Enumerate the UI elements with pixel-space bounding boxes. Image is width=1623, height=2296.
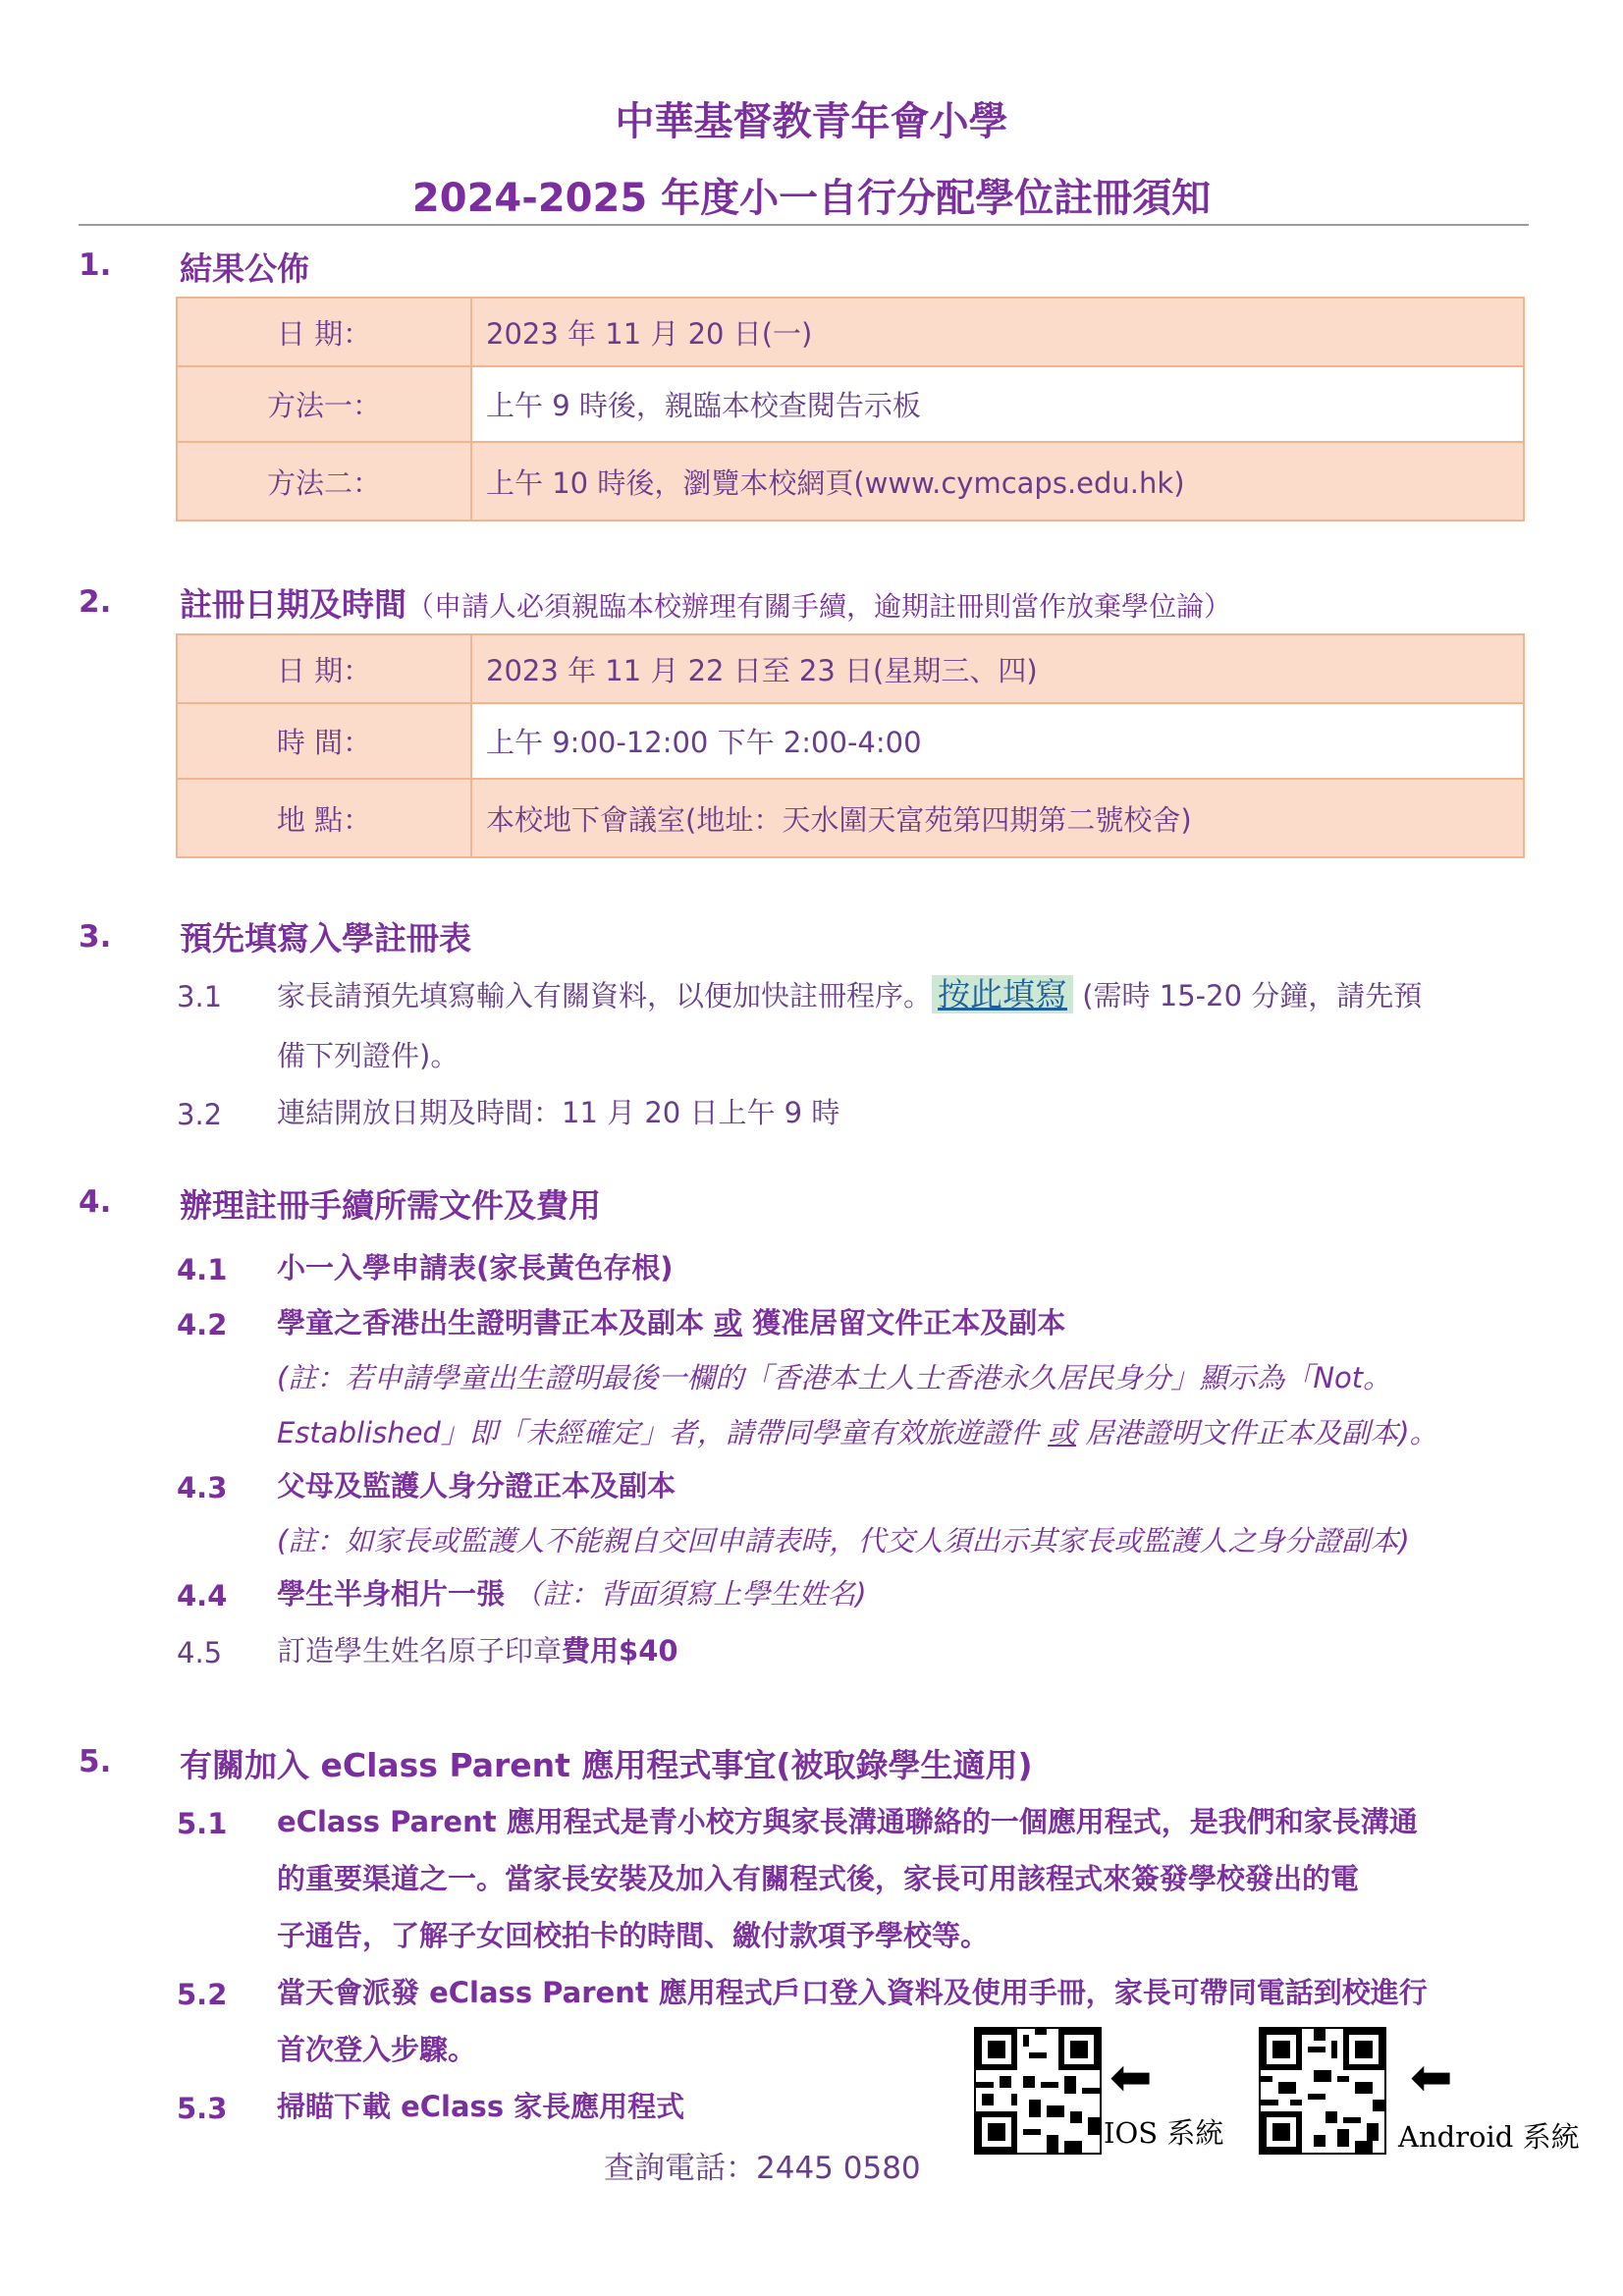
row-value: 上午 9 時後，親臨本校查閱告示板 <box>471 366 1524 442</box>
item-5-2-line-2: 首次登入步驟。 <box>277 2033 477 2066</box>
item-4-5-line <box>277 1622 678 1679</box>
item-4-2-note-b: 居港證明文件正本及副本)。 <box>1076 1416 1438 1449</box>
item-4-4-line <box>277 1565 867 1622</box>
item-4-2-part-b: 獲准居留文件正本及副本 <box>742 1306 1066 1339</box>
item-5-3-text: 掃瞄下載 eClass 家長應用程式 <box>277 2090 685 2123</box>
table-row <box>177 442 1524 520</box>
item-4-2-note-line-1: (註：若申請學童出生證明最後一欄的「香港本土人士香港永久居民身分」顯示為「Not。 <box>277 1361 1392 1394</box>
item-3-2-number: 3.2 <box>177 1098 223 1131</box>
item-4-2-note-line-2 <box>277 1404 1438 1461</box>
title-divider <box>79 224 1529 226</box>
section-1-title: 結果公佈 <box>180 249 309 288</box>
item-3-1-line-1 <box>277 966 1563 1024</box>
android-qr-label: Android 系統 <box>1398 2120 1580 2154</box>
item-4-3-number: 4.3 <box>177 1471 228 1504</box>
table-row <box>177 634 1524 703</box>
table-row <box>177 779 1524 857</box>
section-1-number: 1. <box>79 247 112 283</box>
item-3-2-text: 連結開放日期及時間：11 月 20 日上午 9 時 <box>277 1096 840 1129</box>
item-5-1-number: 5.1 <box>177 1807 228 1840</box>
row-value: 上午 10 時後，瀏覽本校網頁(www.cymcaps.edu.hk) <box>471 442 1524 520</box>
row-label: 地 點： <box>177 779 471 857</box>
item-4-1-number: 4.1 <box>177 1253 228 1286</box>
item-4-2-or: 或 <box>714 1306 743 1339</box>
section-4-title: 辦理註冊手續所需文件及費用 <box>180 1186 601 1225</box>
item-5-2-number: 5.2 <box>177 1978 228 2011</box>
qr-icon <box>1261 2029 1384 2153</box>
item-5-1-line-2: 的重要渠道之一。當家長安裝及加入有關程式後，家長可用該程式來簽發學校發出的電 <box>277 1862 1360 1895</box>
results-table <box>176 297 1525 521</box>
school-name: 中華基督教青年會小學 <box>615 99 1008 144</box>
row-label: 日 期： <box>177 634 471 703</box>
ios-qr-code[interactable] <box>974 2027 1102 2155</box>
section-2-number: 2. <box>79 584 112 620</box>
arrow-left-icon: ⬅ <box>1410 2049 1453 2107</box>
row-value: 上午 9:00-12:00 下午 2:00-4:00 <box>471 703 1524 779</box>
item-5-1-line-3: 子通告，了解子女回校拍卡的時間、繳付款項予學校等。 <box>277 1919 990 1952</box>
item-4-5-fee: 費用$40 <box>562 1634 678 1667</box>
document-title: 2024-2025 年度小一自行分配學位註冊須知 <box>411 176 1212 221</box>
row-value: 本校地下會議室(地址：天水圍天富苑第四期第二號校舍) <box>471 779 1524 857</box>
item-4-4-number: 4.4 <box>177 1579 228 1613</box>
section-2-note: （申請人必須親臨本校辦理有關手續，逾期註冊則當作放棄學位論） <box>406 590 1232 623</box>
row-label: 方法一： <box>177 366 471 442</box>
section-3-title: 預先填寫入學註冊表 <box>180 919 471 957</box>
item-4-3-text: 父母及監護人身分證正本及副本 <box>277 1469 676 1503</box>
row-label: 時 間： <box>177 703 471 779</box>
table-row <box>177 703 1524 779</box>
item-4-5-text: 訂造學生姓名原子印章 <box>277 1634 563 1667</box>
table-row <box>177 298 1524 366</box>
item-3-1-text: 家長請預先填寫輸入有關資料，以便加快註冊程序。 <box>277 979 933 1012</box>
item-4-2-note-or: 或 <box>1048 1416 1077 1449</box>
item-5-2-line-1: 當天會派發 eClass Parent 應用程式戶口登入資料及使用手冊，家長可帶同電話到校進行 <box>277 1976 1428 2009</box>
item-4-2-part-a: 學童之香港出生證明書正本及副本 <box>277 1306 715 1339</box>
section-3-number: 3. <box>79 919 112 955</box>
item-3-1-number: 3.1 <box>177 980 223 1013</box>
item-4-2-number: 4.2 <box>177 1308 228 1341</box>
item-3-1-line-2: 備下列證件)。 <box>277 1039 460 1072</box>
item-5-1-line-1: eClass Parent 應用程式是青小校方與家長溝通聯絡的一個應用程式，是我們和家長溝通 <box>277 1805 1418 1838</box>
item-4-5-number: 4.5 <box>177 1636 223 1669</box>
row-value: 2023 年 11 月 20 日(一) <box>471 298 1524 366</box>
section-2-heading <box>180 579 1231 626</box>
fill-form-link[interactable]: 按此填寫 <box>932 975 1073 1013</box>
qr-icon <box>976 2029 1100 2153</box>
arrow-left-icon: ⬅ <box>1109 2049 1153 2107</box>
item-4-2-note-a: Established」即「未經確定」者，請帶同學童有效旅遊證件 <box>277 1416 1049 1449</box>
item-4-4-text: 學生半身相片一張 <box>277 1577 506 1611</box>
row-label: 方法二： <box>177 442 471 520</box>
item-3-1-tail: (需時 15-20 分鐘，請先預 <box>1082 979 1423 1012</box>
item-4-1-text: 小一入學申請表(家長黃色存根) <box>277 1251 674 1285</box>
section-2-title: 註冊日期及時間 <box>180 585 406 624</box>
item-5-3-number: 5.3 <box>177 2092 228 2125</box>
section-5-number: 5. <box>79 1744 112 1779</box>
android-qr-code[interactable] <box>1259 2027 1386 2155</box>
section-5-title: 有關加入 eClass Parent 應用程式事宜(被取錄學生適用) <box>180 1746 1033 1784</box>
registration-table <box>176 633 1525 858</box>
table-row <box>177 366 1524 442</box>
section-4-number: 4. <box>79 1184 112 1220</box>
ios-qr-label: IOS 系統 <box>1104 2116 1224 2150</box>
row-value: 2023 年 11 月 22 日至 23 日(星期三、四) <box>471 634 1524 703</box>
item-4-2-text <box>277 1294 1065 1351</box>
row-label: 日 期： <box>177 298 471 366</box>
item-4-3-note: (註：如家長或監護人不能親自交回申請表時，代交人須出示其家長或監護人之身分證副本) <box>277 1524 1410 1558</box>
enquiry-phone: 查詢電話：2445 0580 <box>604 2151 921 2186</box>
item-4-4-note: （註：背面須寫上學生姓名) <box>514 1577 867 1611</box>
